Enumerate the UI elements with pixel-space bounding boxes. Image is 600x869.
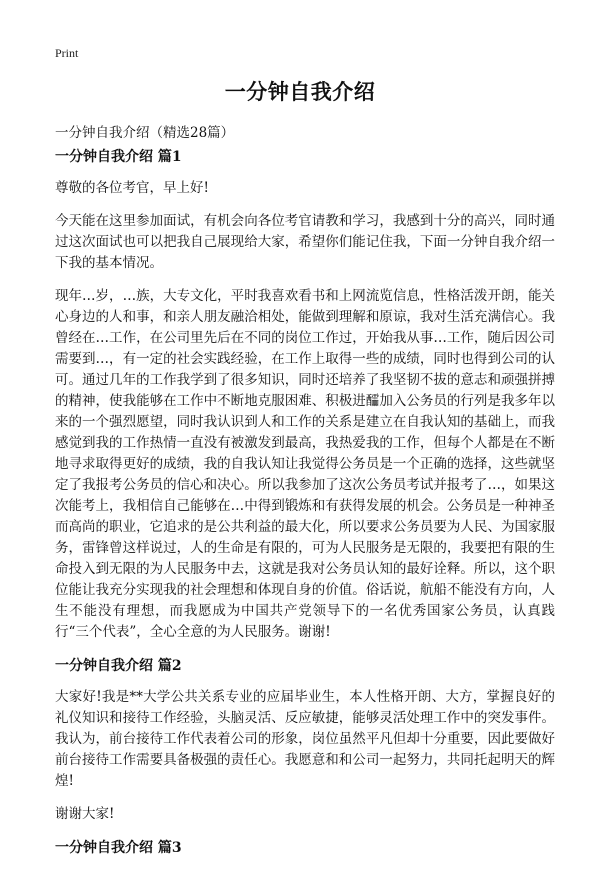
document-body xyxy=(55,146,555,869)
paragraph: 谢谢大家! xyxy=(55,806,115,822)
section-2 xyxy=(55,655,555,825)
paragraph: 大家好!我是**大学公共关系专业的应届毕业生，本人性格开朗、大方，掌握良好的礼仪知识和接待工作经验，头脑灵活、反应敏捷，能够灵活处理工作中的突发事件。我认为，前台接待工作代表着公司的形象，岗位虽然平凡但却十分重要，因此要做好前台接待工作需要具备极强的责任心。我愿意和和公司一起努力，共同托起明天的辉煌! xyxy=(55,689,555,789)
document-subtitle: 一分钟自我介绍（精选28篇） xyxy=(55,125,235,141)
page-title: 一分钟自我介绍 xyxy=(224,79,376,104)
print-link[interactable]: Print xyxy=(55,46,79,60)
section-heading: 一分钟自我介绍 篇3 xyxy=(55,840,182,856)
paragraph: 今天能在这里参加面试，有机会向各位考官请教和学习，我感到十分的高兴，同时通过这次面试也可以把我自己展现给大家，希望你们能记住我，下面一分钟自我介绍一下我的基本情况。 xyxy=(55,213,555,271)
paragraph: 现年…岁，…族，大专文化，平时我喜欢看书和上网流览信息，性格活泼开朗，能关心身边的人和事，和亲人朋友融洽相处，能做到理解和原谅，我对生活充满信心。我曾经在…工作，在公司里先后在不同的岗位工作过，开始我从事…工作，随后因公司需要到…，有一定的社会实践经验，在工作上取得一些的成绩，同时也得到公司的认可。通过几年的工作我学到了很多知识，同时还培养了我坚韧不拔的意志和顽强拼搏的精神，使我能够在工作中不断地克服困难、积极进醽加入公务员的行列是我多年以来的一个强烈愿望，同时我认识到人和工作的关系是建立在自我认知的基础上，而我感觉到我的工作热情一直没有被激发到最高，我热爱我的工作，但每个人都是在不断地寻求取得更好的成绩，我的自我认知让我觉得公务员是一个正确的选择，这些就坚定了我报考公务员的信心和决心。所以我参加了这次公务员考试并报考了…，如果这次能考上，我相信自己能够在…中得到锻炼和有获得发展的机会。公务员是一种神圣而高尚的职业，它追求的是公共利益的最大化，所以要求公务员要为人民、为国家服务，雷锋曾这样说过，人的生命是有限的，可为人民服务是无限的，我要把有限的生命投入到无限的为人民服务中去，这就是我对公务员认知的最好诠释。所以，这个职位能让我充分实现我的社会理想和体现自身的价值。俗话说，航船不能没有方向，人生不能没有理想，而我愿成为中国共产党领导下的一名优秀国家公务员，认真践行“三个代表”，全心全意的为人民服务。谢谢! xyxy=(55,288,555,640)
section-1 xyxy=(55,146,555,643)
section-heading: 一分钟自我介绍 篇1 xyxy=(55,149,182,165)
section-3 xyxy=(55,837,555,859)
paragraph: 尊敬的各位考官，早上好! xyxy=(55,180,209,196)
section-heading: 一分钟自我介绍 篇2 xyxy=(55,658,182,674)
